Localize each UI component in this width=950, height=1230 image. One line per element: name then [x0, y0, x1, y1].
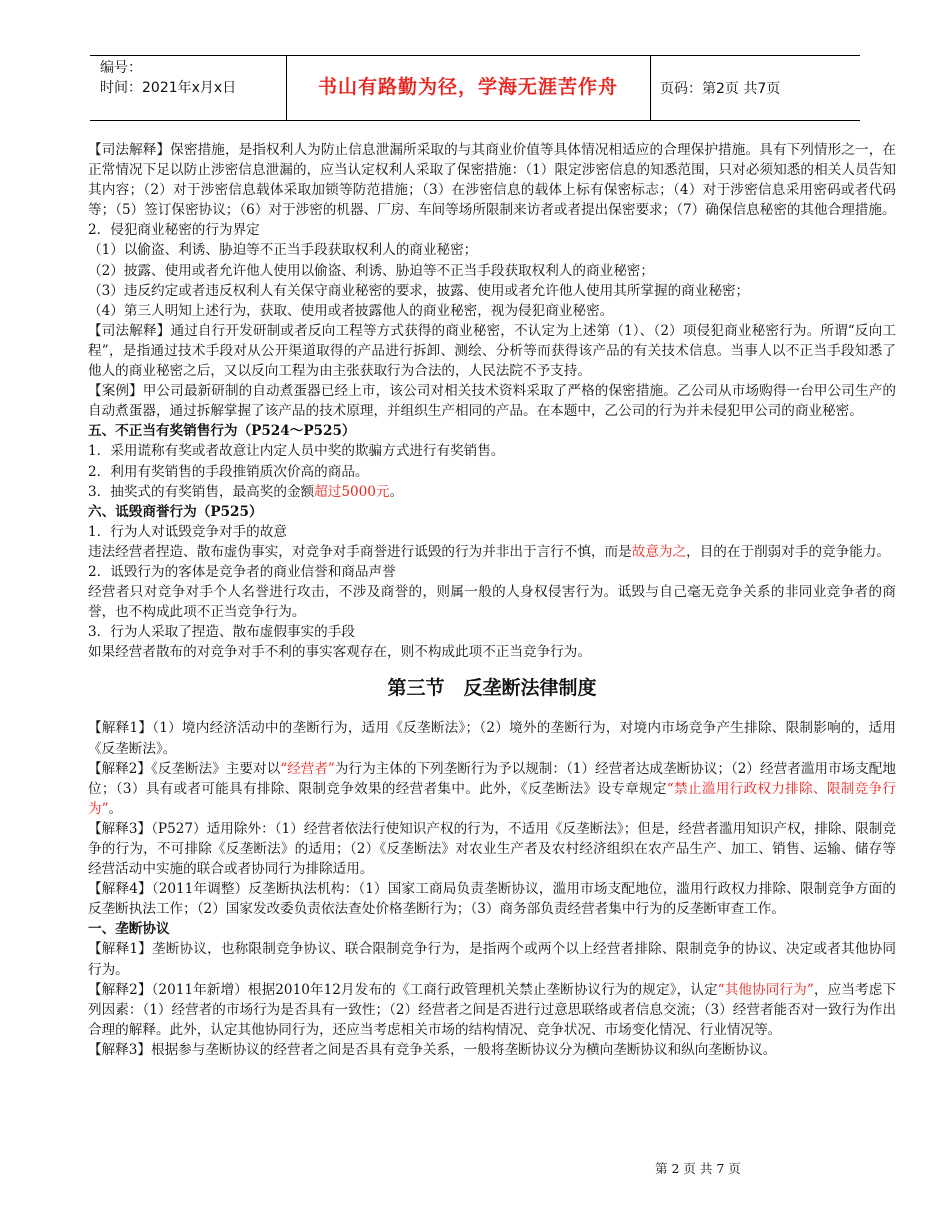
paragraph-case: 【案例】甲公司最新研制的自动煮蛋器已经上市，该公司对相关技术资料采取了严格的保密措施。乙公司从市场购得一台甲公司生产的自动煮蛋器，通过拆解掌握了该产品的技术原理，并组织生产相同的产品。在本题中，乙公司的行为并未侵犯甲公司的商业秘密。: [88, 383, 896, 420]
highlight-text: “经营者”: [280, 760, 335, 777]
paragraph-explanation: 【解释1】（1）境内经济活动中的垄断行为，适用《反垄断法》；（2）境外的垄断行为，对境内市场竞争产生排除、限制影响的，适用《反垄断法》。: [88, 720, 896, 757]
subheading: 五、不正当有奖销售行为（P524～P525）: [88, 423, 356, 440]
paragraph-judicial-interpretation: 【司法解释】保密措施，是指权利人为防止信息泄漏所采取的与其商业价值等具体情况相适应的合理保护措施。具有下列情形之一，在正常情况下足以防止涉密信息泄漏的，应当认定权利人采取了保密措施：（1）限定涉密信息的知悉范围，只对必须知悉的相关人员告知其内容；（2）对于涉密信息载体采取加锁等防范措施；（3）在涉密信息的载体上标有保密标志；（4）对于涉密信息采用密码或者代码等；（5）签订保密协议；（6）对于涉密的机器、厂房、车间等场所限制来访者或者提出保密要求；（7）确保信息秘密的其他合理措施。: [88, 142, 896, 219]
text-run: 。: [389, 483, 404, 500]
header-bottom-rule: [90, 120, 860, 121]
list-item: [88, 482, 896, 502]
header-number-label: 编号：: [100, 60, 142, 76]
header-meta: [100, 58, 236, 98]
section-title: 第三节 反垄断法律制度: [387, 677, 597, 700]
paragraph-judicial-interpretation: 【司法解释】通过自行开发研制或者反向工程等方式获得的商业秘密，不认定为上述第（1）、（2）项侵犯商业秘密行为。所谓“反向工程”，是指通过技术手段对从公开渠道取得的产品进行拆卸、测绘、分析等而获得该产品的有关技术信息。当事人以不正当手段知悉了他人的商业秘密之后，又以反向工程为由主张获取行为合法的，人民法院不予支持。: [88, 322, 896, 380]
page-footer: 第 2 页 共 7 页: [655, 1161, 741, 1176]
list-item: （3）违反约定或者违反权利人有关保守商业秘密的要求，披露、使用或者允许他人使用其所掌握的商业秘密；: [88, 282, 750, 299]
paragraph: 2．侵犯商业秘密的行为界定: [88, 222, 260, 239]
text-run: 。: [108, 800, 123, 817]
subheading: 一、垄断协议: [88, 921, 170, 938]
list-item: 2．诋毁行为的客体是竞争者的商业信誉和商品声誉: [88, 563, 396, 580]
list-item: （1）以偷盗、利诱、胁迫等不正当手段获取权利人的商业秘密；: [88, 242, 478, 259]
text-run: 【解释2】（2011年新增）根据2010年12月发布的《工商行政管理机关禁止垄断协议行为的规定》，认定: [88, 981, 718, 998]
text-run: ，应当考虑下列因素：（1）经营者的市场行为是否具有一致性；（2）经营者之间是否进行过意思联络或者信息交流；（3）经营者能否对一致行为作出合理的解释。此外，认定其他协同行为，还应当考虑相关市场的结构情况、竞争状况、市场变化情况、行业情况等。: [88, 981, 897, 1038]
header-motto: 书山有路勤为径，学海无涯苦作舟: [317, 76, 618, 98]
list-item: 3．行为人采取了捏造、散布虚假事实的手段: [88, 624, 355, 641]
highlight-text: 超过5000元: [314, 483, 390, 500]
text-run: 3．抽奖式的有奖销售，最高奖的金额: [88, 483, 315, 500]
header-page-info: 页码：第2页 共7页: [660, 81, 781, 97]
highlight-text: 故意为之: [631, 543, 687, 560]
paragraph-explanation: 【解释3】根据参与垄断协议的经营者之间是否具有竞争关系，一般将垄断协议分为横向垄断协议和纵向垄断协议。: [88, 1041, 777, 1058]
paragraph-explanation: 【解释4】（2011年调整）反垄断执法机构：（1）国家工商局负责垄断协议，滥用市场支配地位，滥用行政权力排除、限制竞争方面的反垄断执法工作；（2）国家发改委负责依法查处价格垄断行为；（3）商务部负责经营者集中行为的反垄断审查工作。: [88, 881, 896, 918]
paragraph: 如果经营者散布的对竞争对手不利的事实客观存在，则不构成此项不正当竞争行为。: [88, 644, 591, 661]
paragraph-explanation: [88, 980, 896, 1040]
paragraph-explanation: [88, 759, 896, 819]
document-body: [88, 140, 896, 1060]
header-date: 时间：2021年x月x日: [100, 80, 237, 96]
paragraph: [88, 542, 896, 562]
header-divider-right: [650, 55, 651, 120]
list-item: （2）披露、使用或者允许他人使用以偷盗、利诱、胁迫等不正当手段获取权利人的商业秘密；: [88, 262, 654, 279]
highlight-text: “禁止滥用行政权力排除、限制竞争行为”: [88, 780, 897, 817]
text-run: 违法经营者捏造、散布虚伪事实，对竞争对手商誉进行诋毁的行为并非出于言行不慎，而是: [88, 543, 632, 560]
list-item: 1．采用谎称有奖或者故意让内定人员中奖的欺骗方式进行有奖销售。: [88, 443, 505, 460]
text-run: 【解释2】《反垄断法》主要对以: [88, 760, 281, 777]
paragraph-explanation: 【解释3】（P527）适用除外：（1）经营者依法行使知识产权的行为，不适用《反垄断法》；但是，经营者滥用知识产权，排除、限制竞争的行为，不可排除《反垄断法》的适用；（2）《反垄断法》对农业生产者及农村经济组织在农产品生产、加工、销售、运输、储存等经营活动中实施的联合或者协同行为排除适用。: [88, 820, 896, 878]
text-run: ，目的在于削弱对手的竞争能力。: [686, 543, 891, 560]
text-run: 为行为主体的下列垄断行为予以规制：（1）经营者达成垄断协议；（2）经营者滥用市场支配地位；（3）具有或者可能具有排除、限制竞争效果的经营者集中。此外，《反垄断法》设专章规定: [88, 760, 896, 797]
list-item: 1．行为人对诋毁竞争对手的故意: [88, 523, 287, 540]
paragraph: 经营者只对竞争对手个人名誉进行攻击，不涉及商誉的，则属一般的人身权侵害行为。诋毁与自己毫无竞争关系的非同业竞争者的商誉，也不构成此项不正当竞争行为。: [88, 584, 896, 621]
list-item: 2．利用有奖销售的手段推销质次价高的商品。: [88, 463, 369, 480]
highlight-text: “其他协同行为”: [717, 981, 814, 998]
subheading: 六、诋毁商誉行为（P525）: [88, 503, 263, 520]
list-item: （4）第三人明知上述行为，获取、使用或者披露他人的商业秘密，视为侵犯商业秘密。: [88, 302, 614, 319]
paragraph-explanation: 【解释1】垄断协议，也称限制竞争协议、联合限制竞争行为，是指两个或两个以上经营者排除、限制竞争的协议、决定或者其他协同行为。: [88, 941, 896, 978]
header-top-rule: [90, 55, 860, 56]
